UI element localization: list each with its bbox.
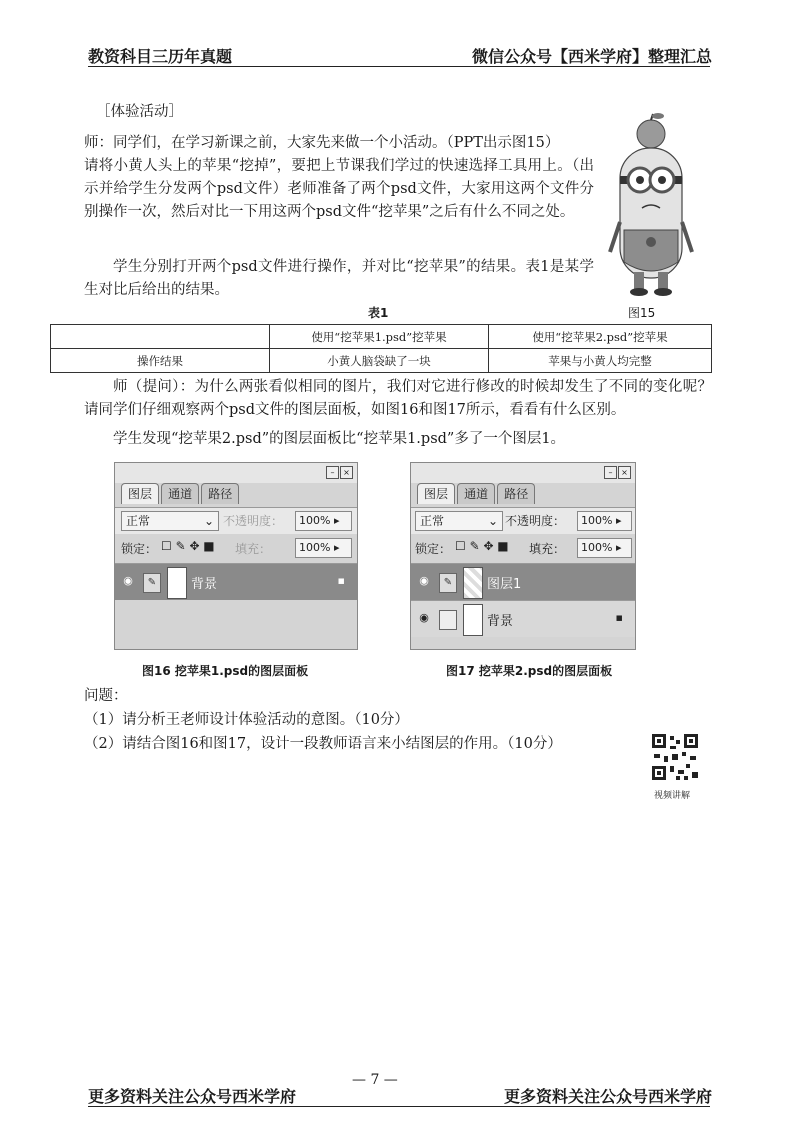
layer-thumbnail (463, 604, 483, 636)
close-icon[interactable]: × (618, 466, 631, 479)
blend-row (411, 507, 635, 534)
panel-titlebar (411, 463, 635, 483)
layer-name: 背景 (191, 577, 218, 592)
opacity-value: 100% (299, 514, 331, 527)
layer-thumbnail (463, 567, 483, 599)
fill-label: 填充： (529, 542, 566, 556)
blend-mode-select[interactable] (415, 511, 503, 531)
eye-icon[interactable]: ◉ (419, 574, 429, 587)
lock-label: 锁定： (415, 542, 452, 556)
header-left: 教资科目三历年真题 (88, 47, 233, 66)
tab-layers[interactable]: 图层 (121, 483, 159, 504)
layer-name: 背景 (487, 614, 514, 629)
paragraph-4: 师（提问）：为什么两张看似相同的图片，我们对它进行修改的时候却发生了不同的变化呢？请同学们仔细观察两个psd文件的图层面板，如图16和图17所示，看看有什么区别。 (84, 379, 712, 418)
lock-options-icon[interactable]: ☐ ✎ ✥ ■ (161, 539, 215, 553)
layers-panel-fig16 (114, 462, 358, 650)
table-row (51, 349, 712, 373)
fill-label: 填充： (235, 542, 272, 556)
footer-right: 更多资料关注公众号西米学府 (503, 1087, 712, 1106)
layer-row[interactable] (411, 600, 635, 637)
table-cell: 使用“挖苹果2.psd”挖苹果 (489, 325, 712, 349)
paragraph-1: 师：同学们，在学习新课之前，大家先来做一个小活动。（PPT出示图15） (84, 135, 560, 151)
table-cell: 操作结果 (51, 349, 270, 373)
fill-value: 100% (299, 541, 331, 554)
page-number: — 7 — (352, 1072, 398, 1088)
figure-16-caption: 图16 挖苹果1.psd的图层面板 (142, 664, 309, 678)
footer-left: 更多资料关注公众号西米学府 (88, 1087, 297, 1106)
blend-mode-value: 正常 (420, 514, 445, 528)
table-row (51, 325, 712, 349)
panel-tabs (417, 483, 532, 505)
lock-icon: ▪ (337, 574, 345, 587)
minion-icon (606, 112, 696, 302)
opacity-input[interactable]: 100% ▸ (577, 511, 632, 531)
layer-thumbnail (167, 567, 187, 599)
eye-icon[interactable]: ◉ (419, 611, 429, 624)
table-1-caption: 表1 (368, 306, 389, 320)
figure-17-caption: 图17 挖苹果2.psd的图层面板 (446, 664, 613, 678)
fill-input[interactable]: 100% ▸ (295, 538, 352, 558)
footer-rule (88, 1106, 710, 1107)
lock-options-icon[interactable]: ☐ ✎ ✥ ■ (455, 539, 509, 553)
chevron-down-icon: ⌄ (487, 514, 498, 528)
table-cell: 小黄人脑袋缺了一块 (270, 349, 489, 373)
fill-input[interactable]: 100% ▸ (577, 538, 632, 558)
tab-channels[interactable]: 通道 (161, 483, 199, 504)
lock-icon: ▪ (615, 611, 623, 624)
panel-tabs (121, 483, 236, 505)
table-cell: 使用“挖苹果1.psd”挖苹果 (270, 325, 489, 349)
figure-15-caption: 图15 (628, 306, 656, 320)
tab-layers[interactable]: 图层 (417, 483, 455, 504)
tab-channels[interactable]: 通道 (457, 483, 495, 504)
opacity-value: 100% (581, 514, 613, 527)
header-rule (88, 66, 710, 67)
layer-name: 图层1 (487, 577, 522, 592)
opacity-label: 不透明度： (223, 514, 284, 528)
minimize-icon[interactable]: – (604, 466, 617, 479)
brush-icon[interactable]: ✎ (143, 573, 161, 593)
table-1 (50, 324, 712, 373)
figure-15 (606, 112, 696, 302)
chevron-down-icon: ⌄ (203, 514, 214, 528)
brush-icon[interactable]: ✎ (439, 573, 457, 593)
eye-icon[interactable]: ◉ (123, 574, 133, 587)
blend-mode-select[interactable] (121, 511, 219, 531)
paragraph-2: 请将小黄人头上的苹果“挖掉”，要把上节课我们学过的快速选择工具用上。（出示并给学生分发两个psd文件）老师准备了两个psd文件，大家用这两个文件分别操作一次，然后对比一下用这两个psd文件“挖苹果”之后有什么不同之处。 (84, 158, 594, 220)
qr-code-icon (650, 732, 700, 782)
qr-code[interactable] (650, 732, 700, 782)
layer-row[interactable] (411, 563, 635, 600)
layer-link-slot[interactable] (439, 610, 457, 630)
qr-label: 视频讲解 (654, 791, 691, 801)
section-title: ［体验活动］ (96, 104, 183, 120)
opacity-input[interactable]: 100% ▸ (295, 511, 352, 531)
table-cell: 苹果与小黄人均完整 (489, 349, 712, 373)
minimize-icon[interactable]: – (326, 466, 339, 479)
layers-panel-fig17 (410, 462, 636, 650)
lock-row (115, 535, 357, 561)
question-1: （1）请分析王老师设计体验活动的意图。（10分） (84, 712, 409, 728)
fill-value: 100% (581, 541, 613, 554)
tab-paths[interactable]: 路径 (497, 483, 535, 504)
lock-label: 锁定： (121, 542, 158, 556)
header-right: 微信公众号【西米学府】整理汇总 (471, 47, 712, 66)
panel-titlebar (115, 463, 357, 483)
layer-row[interactable] (115, 563, 357, 600)
blend-mode-value: 正常 (126, 514, 151, 528)
question-2: （2）请结合图16和图17，设计一段教师语言来小结图层的作用。（10分） (84, 736, 562, 752)
paragraph-5: 学生发现“挖苹果2.psd”的图层面板比“挖苹果1.psd”多了一个图层1。 (113, 431, 566, 447)
close-icon[interactable]: × (340, 466, 353, 479)
questions-title: 问题： (84, 688, 128, 704)
blend-row (115, 507, 357, 534)
opacity-label: 不透明度： (505, 514, 566, 528)
tab-paths[interactable]: 路径 (201, 483, 239, 504)
lock-row (411, 535, 635, 561)
paragraph-3: 学生分别打开两个psd文件进行操作，并对比“挖苹果”的结果。表1是某学生对比后给出的结果。 (84, 259, 594, 298)
table-cell (51, 325, 270, 349)
